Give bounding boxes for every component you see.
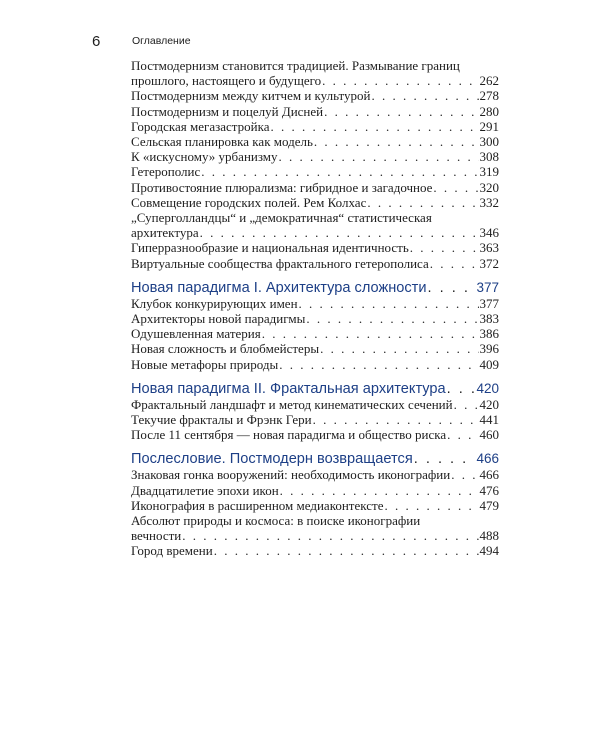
toc-entry-title: Противостояние плюрализма: гибридное и загадочное [131, 179, 433, 195]
toc-entry-page: 494 [479, 543, 499, 559]
toc-entry-page: 332 [479, 194, 499, 210]
toc-entry-page: 280 [479, 103, 499, 119]
toc-entry [131, 73, 499, 88]
toc-entry-page: 396 [479, 341, 499, 357]
toc-entry [131, 483, 499, 498]
toc-entry-title: Гетерополис [131, 164, 201, 180]
toc-entry-page: 488 [479, 528, 499, 544]
dot-leader [324, 104, 478, 119]
table-of-contents [131, 58, 499, 559]
dot-leader [367, 195, 478, 210]
toc-entry-page: 278 [479, 88, 499, 104]
toc-entry-page: 363 [479, 240, 499, 256]
toc-entry-title: Архитекторы новой парадигмы [131, 311, 306, 327]
toc-entry [131, 256, 499, 271]
dot-leader [314, 134, 479, 149]
dot-leader [430, 256, 479, 271]
toc-entry-page: 409 [479, 356, 499, 372]
toc-entry-page: 420 [479, 396, 499, 412]
dot-leader [262, 326, 479, 341]
toc-entry-page: 479 [479, 497, 499, 513]
toc-entry-title: вечности [131, 528, 182, 544]
toc-entry [131, 195, 499, 210]
toc-entry-title: прошлого, настоящего и будущего [131, 73, 322, 89]
dot-leader [280, 483, 479, 498]
toc-entry-title: Текучие фракталы и Фрэнк Гери [131, 412, 312, 428]
toc-entry [131, 164, 499, 179]
toc-entry-page: 441 [479, 412, 499, 428]
toc-entry [131, 104, 499, 119]
toc-entry-page: 377 [479, 295, 499, 311]
toc-entry [131, 326, 499, 341]
toc-entry-page: 300 [479, 134, 499, 150]
toc-entry [131, 341, 499, 356]
toc-chapter-heading [131, 381, 499, 397]
toc-entry [131, 119, 499, 134]
toc-entry-page: 476 [479, 482, 499, 498]
toc-entry-title: Новая сложность и блобмейстеры [131, 341, 320, 357]
toc-entry-page: 372 [479, 255, 499, 271]
dot-leader [384, 498, 478, 513]
toc-entry-page: 262 [479, 73, 499, 89]
section-gap [131, 442, 499, 451]
dot-leader [320, 341, 478, 356]
toc-entry-page: 319 [479, 164, 499, 180]
toc-entry-title: После 11 сентября — новая парадигма и общество риска [131, 427, 447, 443]
dot-leader [322, 73, 478, 88]
toc-entry-line [131, 210, 499, 225]
dot-leader [279, 357, 478, 372]
toc-entry [131, 296, 499, 311]
toc-entry-page: 386 [479, 326, 499, 342]
toc-entry-title: Двадцатилетие эпохи икон [131, 482, 279, 498]
dot-leader [214, 543, 479, 558]
toc-chapter-heading [131, 280, 499, 296]
chapter-title: Послесловие. Постмодерн возвращается [131, 451, 413, 468]
dot-leader [201, 164, 478, 179]
dot-leader [371, 88, 478, 103]
toc-entry-title: Постмодернизм и поцелуй Дисней [131, 103, 324, 119]
toc-entry [131, 149, 499, 164]
toc-entry-title: Знаковая гонка вооружений: необходимость иконографии [131, 467, 451, 483]
toc-entry-title: Клубок конкурирующих имен [131, 295, 298, 311]
toc-entry-title: архитектура [131, 225, 199, 241]
toc-entry [131, 240, 499, 255]
toc-entry [131, 498, 499, 513]
section-gap [131, 372, 499, 381]
dot-leader [451, 467, 478, 482]
dot-leader [447, 427, 478, 442]
toc-entry-page: 320 [479, 179, 499, 195]
toc-entry-title: Постмодернизм между китчем и культурой [131, 88, 371, 104]
toc-entry-title: Постмодернизм становится традицией. Размывание границ [131, 58, 460, 73]
toc-entry-title: Совмещение городских полей. Рем Колхас [131, 194, 367, 210]
chapter-page: 420 [476, 380, 499, 396]
chapter-page: 466 [476, 451, 499, 467]
toc-entry-line [131, 58, 499, 73]
dot-leader [279, 149, 479, 164]
toc-entry-title: Абсолют природы и космоса: в поиске иконографии [131, 513, 421, 529]
toc-entry-line [131, 513, 499, 528]
dot-leader [299, 296, 479, 311]
toc-entry-title: К «искусному» урбанизму [131, 149, 278, 165]
chapter-title: Новая парадигма II. Фрактальная архитектура [131, 380, 446, 397]
toc-entry-page: 346 [479, 225, 499, 241]
dot-leader [182, 528, 478, 543]
page-number: 6 [92, 33, 101, 50]
toc-entry-title: Сельская планировка как модель [131, 134, 313, 150]
toc-entry-page: 466 [479, 467, 499, 483]
toc-entry-title: Фрактальный ландшафт и метод кинематических сечений [131, 396, 453, 412]
toc-entry [131, 357, 499, 372]
dot-leader [313, 412, 479, 427]
toc-entry [131, 543, 499, 558]
toc-entry [131, 412, 499, 427]
chapter-title: Новая парадигма I. Архитектура сложности [131, 279, 427, 296]
toc-entry [131, 311, 499, 326]
dot-leader [454, 397, 479, 412]
running-title: Оглавление [132, 35, 191, 47]
toc-entry-title: Иконография в расширенном медиаконтексте [131, 497, 384, 513]
toc-entry [131, 180, 499, 195]
toc-entry-page: 308 [479, 149, 499, 165]
toc-entry-title: Городская мегазастройка [131, 118, 270, 134]
toc-entry-page: 383 [479, 311, 499, 327]
dot-leader [433, 180, 478, 195]
toc-entry-title: Новые метафоры природы [131, 356, 279, 372]
toc-entry [131, 467, 499, 482]
toc-entry [131, 134, 499, 149]
dot-leader [410, 240, 479, 255]
chapter-page: 377 [476, 279, 499, 295]
toc-entry [131, 88, 499, 103]
toc-entry [131, 427, 499, 442]
toc-entry-title: „Суперголландцы“ и „демократичная“ статистическая [131, 210, 432, 226]
dot-leader [306, 311, 478, 326]
dot-leader [200, 225, 479, 240]
toc-entry-title: Виртуальные сообщества фрактального гетерополиса [131, 255, 429, 271]
dot-leader [414, 451, 476, 467]
toc-entry [131, 397, 499, 412]
toc-entry-page: 291 [479, 118, 499, 134]
toc-entry [131, 528, 499, 543]
toc-entry-title: Одушевленная материя [131, 326, 261, 342]
toc-entry-title: Гиперразнообразие и национальная идентичность [131, 240, 409, 256]
toc-entry-title: Город времени [131, 543, 213, 559]
dot-leader [447, 381, 476, 397]
toc-chapter-heading [131, 451, 499, 467]
dot-leader [270, 119, 478, 134]
toc-entry-page: 460 [479, 427, 499, 443]
dot-leader [428, 280, 476, 296]
toc-entry [131, 225, 499, 240]
section-gap [131, 271, 499, 280]
